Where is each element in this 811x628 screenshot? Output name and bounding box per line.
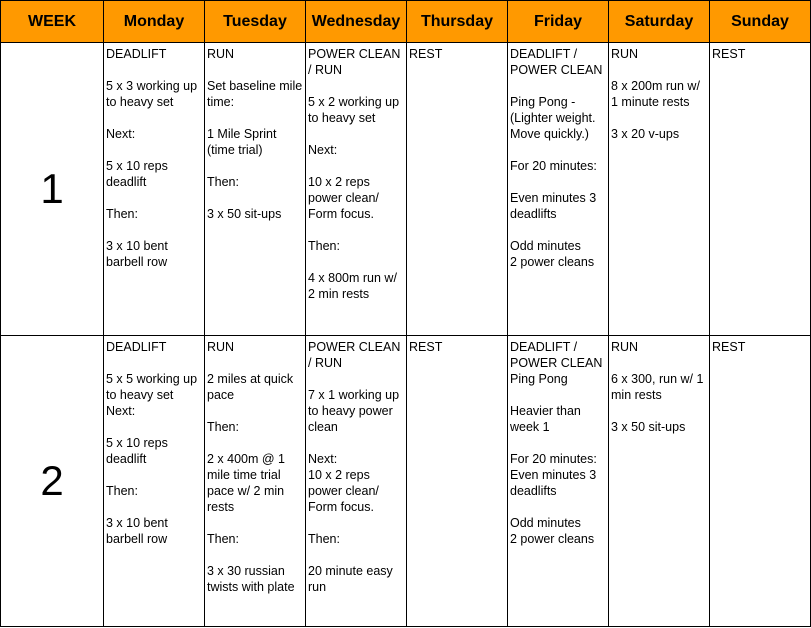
workout-cell-monday: [104, 43, 205, 336]
day-header-tuesday: Tuesday: [205, 1, 306, 43]
workout-text: DEADLIFT 5 x 5 working up to heavy set Next: 5 x 10 reps deadlift Then: 3 x 10 bent barbell row: [106, 340, 198, 546]
workout-text: REST: [409, 47, 443, 61]
week-header: WEEK: [1, 1, 104, 43]
workout-cell-friday: [508, 43, 609, 336]
workout-text: DEADLIFT / POWER CLEAN Ping Pong - (Lighter weight. Move quickly.) For 20 minutes: Even minutes 3 deadlifts Odd minutes 2 power cleans: [510, 47, 603, 269]
workout-cell-wednesday: [306, 336, 407, 627]
week-row-2: [1, 336, 811, 627]
day-header-saturday: Saturday: [609, 1, 710, 43]
workout-cell-monday: [104, 336, 205, 627]
week-number: 1: [1, 43, 104, 336]
header-row: [1, 1, 811, 43]
workout-text: RUN Set baseline mile time: 1 Mile Sprint (time trial) Then: 3 x 50 sit-ups: [207, 47, 303, 221]
workout-text: DEADLIFT 5 x 3 working up to heavy set Next: 5 x 10 reps deadlift Then: 3 x 10 bent barbell row: [106, 47, 198, 269]
workout-text: RUN 8 x 200m run w/ 1 minute rests 3 x 20 v-ups: [611, 47, 700, 141]
workout-cell-saturday: [609, 336, 710, 627]
workout-text: REST: [712, 340, 746, 354]
workout-cell-friday: [508, 336, 609, 627]
workout-text: DEADLIFT / POWER CLEAN Ping Pong Heavier than week 1 For 20 minutes: Even minutes 3 deadlifts Odd minutes 2 power cleans: [510, 340, 603, 546]
workout-text: REST: [409, 340, 443, 354]
workout-text: RUN 6 x 300, run w/ 1 min rests 3 x 50 sit-ups: [611, 340, 704, 434]
day-header-friday: Friday: [508, 1, 609, 43]
workout-text: RUN 2 miles at quick pace Then: 2 x 400m @ 1 mile time trial pace w/ 2 min rests Then: 3 x 30 russian twists with plate: [207, 340, 295, 594]
workout-text: REST: [712, 47, 746, 61]
workout-text: POWER CLEAN / RUN 5 x 2 working up to heavy set Next: 10 x 2 reps power clean/ Form focus. Then: 4 x 800m run w/ 2 min rests: [308, 47, 401, 301]
workout-cell-tuesday: [205, 336, 306, 627]
workout-cell-saturday: [609, 43, 710, 336]
workout-text: POWER CLEAN / RUN 7 x 1 working up to heavy power clean Next: 10 x 2 reps power clean/ Form focus. Then: 20 minute easy run: [308, 340, 401, 594]
workout-cell-tuesday: [205, 43, 306, 336]
workout-cell-sunday: [710, 336, 811, 627]
day-header-wednesday: Wednesday: [306, 1, 407, 43]
workout-cell-thursday: [407, 336, 508, 627]
day-header-thursday: Thursday: [407, 1, 508, 43]
workout-cell-thursday: [407, 43, 508, 336]
day-header-monday: Monday: [104, 1, 205, 43]
day-header-sunday: Sunday: [710, 1, 811, 43]
workout-cell-wednesday: [306, 43, 407, 336]
workout-cell-sunday: [710, 43, 811, 336]
week-number: 2: [1, 336, 104, 627]
week-row-1: [1, 43, 811, 336]
